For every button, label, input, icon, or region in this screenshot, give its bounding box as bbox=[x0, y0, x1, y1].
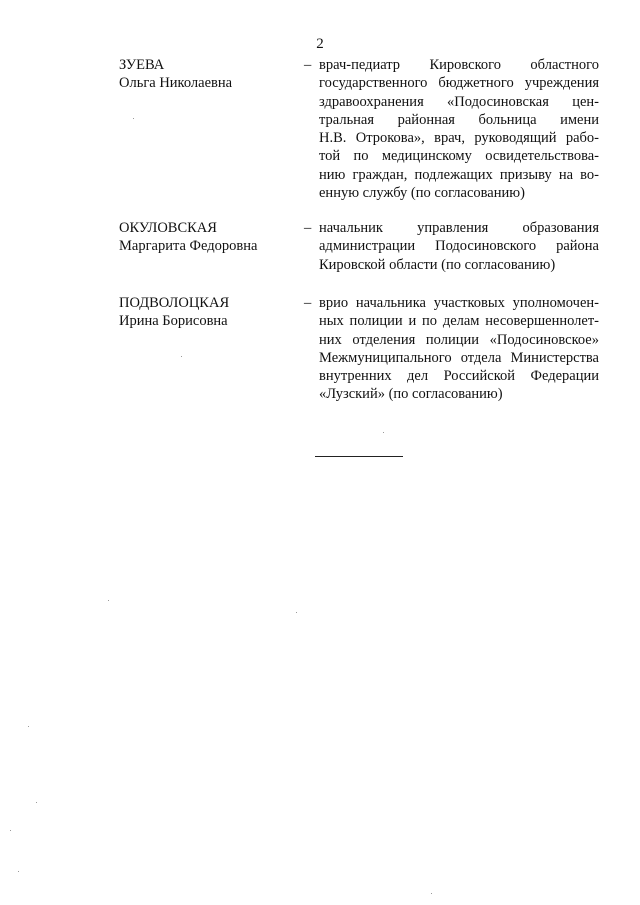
description-line: ных полиции и по делам несовершеннолет- bbox=[319, 313, 599, 330]
scan-speck bbox=[296, 612, 297, 613]
member-description bbox=[319, 219, 599, 274]
description-line: енную службу (по согласованию) bbox=[319, 184, 525, 201]
member-description bbox=[319, 294, 599, 404]
scan-speck bbox=[383, 432, 384, 433]
description-line: нию граждан, подлежащих призыву на во- bbox=[319, 166, 599, 183]
member-surname: ПОДВОЛОЦКАЯ bbox=[119, 295, 230, 311]
description-line: внутренних дел Российской Федерации bbox=[319, 368, 599, 384]
description-line: «Лузский» (по согласованию) bbox=[319, 386, 503, 403]
description-line: Межмуниципального отдела Министерства bbox=[319, 349, 599, 366]
scan-speck bbox=[36, 802, 37, 803]
scan-speck bbox=[10, 830, 11, 831]
member-surname: ОКУЛОВСКАЯ bbox=[119, 220, 217, 236]
entry-dash: – bbox=[304, 57, 312, 73]
scan-speck bbox=[133, 118, 134, 119]
description-line: администрации Подосиновского района bbox=[319, 238, 599, 255]
member-given-names: Ирина Борисовна bbox=[119, 313, 228, 329]
scan-speck bbox=[18, 871, 19, 872]
member-description bbox=[319, 56, 599, 202]
member-given-names: Маргарита Федоровна bbox=[119, 238, 258, 254]
description-line: врач-педиатр Кировского областного bbox=[319, 57, 599, 73]
description-line: Кировской области (по согласованию) bbox=[319, 256, 556, 273]
end-of-list-rule bbox=[315, 456, 403, 457]
description-line: врио начальника участковых уполномочен- bbox=[319, 295, 599, 311]
scan-speck bbox=[431, 893, 432, 894]
description-line: здравоохранения «Подосиновская цен- bbox=[319, 93, 599, 110]
scan-speck bbox=[108, 600, 109, 601]
entry-dash: – bbox=[304, 295, 312, 311]
description-line: Н.В. Отрокова», врач, руководящий рабо- bbox=[319, 130, 599, 146]
member-name bbox=[119, 294, 299, 330]
member-name bbox=[119, 219, 299, 255]
scan-speck bbox=[181, 356, 182, 357]
description-line: государственного бюджетного учреждения bbox=[319, 75, 599, 92]
description-line: начальник управления образования bbox=[319, 220, 599, 236]
member-given-names: Ольга Николаевна bbox=[119, 75, 233, 91]
scan-speck bbox=[28, 726, 29, 727]
description-line: них отделения полиции «Подосиновское» bbox=[319, 331, 599, 348]
description-line: той по медицинскому освидетельствова- bbox=[319, 148, 599, 165]
entry-dash: – bbox=[304, 220, 312, 236]
member-surname: ЗУЕВА bbox=[119, 57, 165, 73]
description-line: тральная районная больница имени bbox=[319, 111, 599, 128]
page-number: 2 bbox=[316, 36, 324, 52]
member-name bbox=[119, 56, 299, 92]
